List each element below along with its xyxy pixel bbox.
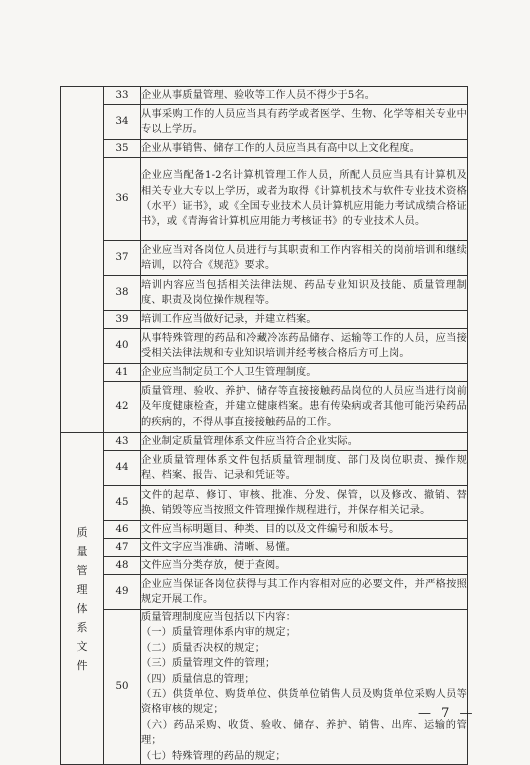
list-line: （六）药品采购、收货、验收、储存、养护、销售、出库、运输的管理； bbox=[141, 719, 467, 747]
item-number: 39 bbox=[104, 311, 141, 329]
item-text: 企业应当对各岗位人员进行与其职责和工作内容相关的岗前培训和继续培训，以符合《规范》要求。 bbox=[141, 241, 468, 276]
table-row bbox=[61, 140, 468, 158]
item-text: 文件的起草、修订、审核、批准、分发、保管，以及修改、撤销、替换、销毁等应当按照文件管理操作规程进行，并保存相关记录。 bbox=[141, 486, 468, 521]
list-line: （四）质量信息的管理； bbox=[141, 673, 255, 685]
item-number: 34 bbox=[104, 105, 141, 140]
list-line: （一）质量管理体系内审的规定； bbox=[141, 627, 297, 639]
item-text: 企业制定质量管理体系文件应当符合企业实际。 bbox=[141, 433, 468, 451]
item-text: 企业应当配备1-2名计算机管理工作人员，所配人员应当具有计算机及相关专业大专以上学历，或者为取得《计算机技术与软件专业技术资格（水平）证书》，或《全国专业技术人员计算机应用能力考试成绩合格证书》，或《青海省计算机应用能力考核证书》的专业技术人员。 bbox=[141, 158, 468, 241]
item-text: 质量管理、验收、养护、储存等直接接触药品岗位的人员应当进行岗前及年度健康检查，并建立健康档案。患有传染病或者其他可能污染药品的疾病的，不得从事直接接触药品的工作。 bbox=[141, 382, 468, 433]
item-text: 企业应当制定员工个人卫生管理制度。 bbox=[141, 364, 468, 382]
item-number: 48 bbox=[104, 557, 141, 575]
page-number: — 7 — bbox=[418, 706, 476, 721]
item-text: 培训内容应当包括相关法律法规、药品专业知识及技能、质量管理制度、职责及岗位操作规程等。 bbox=[141, 276, 468, 311]
item-text: 文件文字应当准确、清晰、易懂。 bbox=[141, 539, 468, 557]
list-line: 质量管理制度应当包括以下内容： bbox=[141, 612, 297, 623]
item-text: 企业从事质量管理、验收等工作人员不得少于5名。 bbox=[141, 87, 468, 105]
item-number: 49 bbox=[104, 575, 141, 610]
item-number: 50 bbox=[104, 610, 141, 765]
table-row bbox=[61, 575, 468, 610]
table-row bbox=[61, 311, 468, 329]
table-row bbox=[61, 158, 468, 241]
table-row bbox=[61, 105, 468, 140]
list-line: （二）质量否决权的规定； bbox=[141, 642, 266, 654]
item-text: 企业从事销售、储存工作的人员应当具有高中以上文化程度。 bbox=[141, 140, 468, 158]
item-number: 43 bbox=[104, 433, 141, 451]
item-text: 企业应当保证各岗位获得与其工作内容相对应的必要文件，并严格按照规定开展工作。 bbox=[141, 575, 468, 610]
category-cell bbox=[61, 433, 104, 765]
item-text: 企业质量管理体系文件包括质量管理制度、部门及岗位职责、操作规程、档案、报告、记录和凭证等。 bbox=[141, 451, 468, 486]
table-row bbox=[61, 87, 468, 105]
category-cell-blank bbox=[61, 87, 104, 433]
item-number: 42 bbox=[104, 382, 141, 433]
table-row bbox=[61, 364, 468, 382]
item-number: 47 bbox=[104, 539, 141, 557]
table-row bbox=[61, 329, 468, 364]
item-text: 从事特殊管理的药品和冷藏冷冻药品储存、运输等工作的人员，应当接受相关法律法规和专业知识培训并经考核合格后方可上岗。 bbox=[141, 329, 468, 364]
item-number: 40 bbox=[104, 329, 141, 364]
list-line: （五）供货单位、购货单位、供货单位销售人员及购货单位采购人员等资格审核的规定； bbox=[141, 689, 467, 716]
list-line: （三）质量管理文件的管理； bbox=[141, 658, 276, 670]
table-row bbox=[61, 451, 468, 486]
category-label: 质量管理体系文件 bbox=[76, 525, 88, 672]
table-row bbox=[61, 433, 468, 451]
table-row bbox=[61, 539, 468, 557]
table-row bbox=[61, 486, 468, 521]
table-row bbox=[61, 557, 468, 575]
item-number: 37 bbox=[104, 241, 141, 276]
item-number: 46 bbox=[104, 521, 141, 539]
item-number: 41 bbox=[104, 364, 141, 382]
item-text: 文件应当分类存放，便于查阅。 bbox=[141, 557, 468, 575]
table-row bbox=[61, 521, 468, 539]
table-row bbox=[61, 276, 468, 311]
item-text bbox=[141, 610, 468, 765]
table-row bbox=[61, 382, 468, 433]
table-row bbox=[61, 241, 468, 276]
item-text: 文件应当标明题目、种类、目的以及文件编号和版本号。 bbox=[141, 521, 468, 539]
item-text: 培训工作应当做好记录，并建立档案。 bbox=[141, 311, 468, 329]
item-number: 33 bbox=[104, 87, 141, 105]
item-text: 从事采购工作的人员应当具有药学或者医学、生物、化学等相关专业中专以上学历。 bbox=[141, 105, 468, 140]
item-number: 44 bbox=[104, 451, 141, 486]
item-number: 45 bbox=[104, 486, 141, 521]
table-row bbox=[61, 610, 468, 765]
checklist-table bbox=[60, 86, 468, 765]
item-number: 35 bbox=[104, 140, 141, 158]
item-number: 36 bbox=[104, 158, 141, 241]
item-number: 38 bbox=[104, 276, 141, 311]
list-line: （七）特殊管理的药品的规定； bbox=[141, 750, 286, 762]
